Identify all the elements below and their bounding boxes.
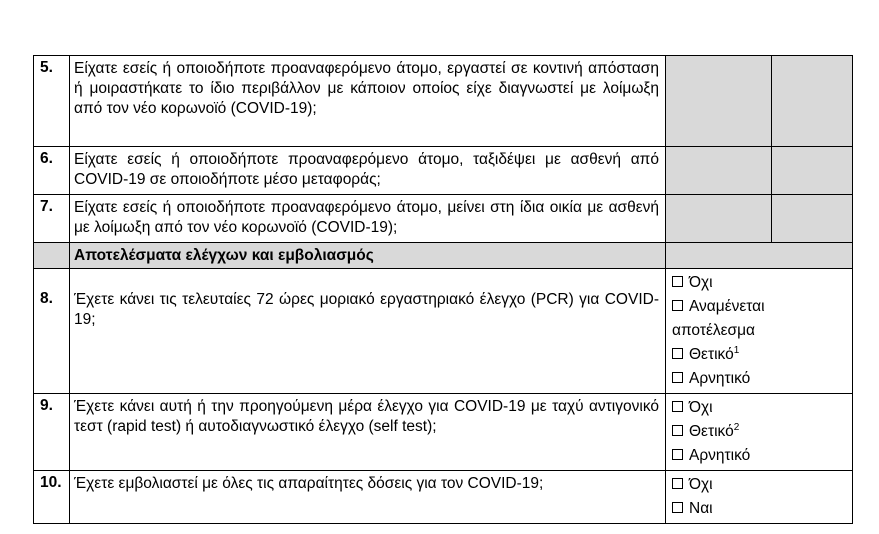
- answer-yes-cell[interactable]: [666, 56, 772, 147]
- footnote-mark: 1: [733, 344, 740, 356]
- answer-no-cell[interactable]: [772, 147, 853, 195]
- checkbox[interactable]: [672, 300, 683, 311]
- question-text: Είχατε εσείς ή οποιοδήποτε προαναφερόμενο άτομο, μείνει στη ίδια οικία με ασθενή με λοίμωξη από τον νέο κορωνοϊό (COVID-19);: [70, 195, 666, 243]
- checkbox[interactable]: [672, 502, 683, 513]
- answer-options: [666, 471, 853, 524]
- checkbox[interactable]: [672, 276, 683, 287]
- question-number: 7.: [34, 195, 70, 243]
- option-no[interactable]: Όχι: [672, 271, 848, 295]
- checkbox[interactable]: [672, 372, 683, 383]
- checkbox[interactable]: [672, 478, 683, 489]
- question-number: 8.: [34, 269, 70, 394]
- section-header-row: [34, 243, 853, 269]
- question-text: Είχατε εσείς ή οποιοδήποτε προαναφερόμενο άτομο, ταξιδέψει με ασθενή από COVID-19 σε οποιοδήποτε μέσο μεταφοράς;: [70, 147, 666, 195]
- question-number: 9.: [34, 394, 70, 471]
- answer-yes-cell[interactable]: [666, 195, 772, 243]
- question-text: Έχετε εμβολιαστεί με όλες τις απαραίτητες δόσεις για τον COVID-19;: [70, 471, 666, 524]
- option-negative[interactable]: Αρνητικό: [672, 444, 848, 468]
- question-row-10: [34, 471, 853, 524]
- option-pending[interactable]: Αναμένεται: [672, 295, 848, 319]
- footnote-mark: 2: [733, 421, 740, 433]
- question-number: 6.: [34, 147, 70, 195]
- option-positive[interactable]: Θετικό$^1$: [672, 343, 848, 367]
- section-number-cell: [34, 243, 70, 269]
- answer-no-cell[interactable]: [772, 195, 853, 243]
- question-row-6: [34, 147, 853, 195]
- question-row-7: [34, 195, 853, 243]
- checkbox[interactable]: [672, 401, 683, 412]
- question-text: Έχετε κάνει αυτή ή την προηγούμενη μέρα έλεγχο για COVID-19 με ταχύ αντιγονικό τεστ (rapid test) ή αυτοδιαγνωστικό έλεγχο (self test);: [70, 394, 666, 471]
- answer-no-cell[interactable]: [772, 56, 853, 147]
- checkbox[interactable]: [672, 425, 683, 436]
- answer-yes-cell[interactable]: [666, 147, 772, 195]
- option-no[interactable]: Όχι: [672, 396, 848, 420]
- option-pending-continued: αποτέλεσμα: [672, 322, 755, 339]
- covid-questionnaire-table: [33, 55, 853, 524]
- question-row-8: [34, 269, 853, 394]
- question-text: Έχετε κάνει τις τελευταίες 72 ώρες μοριακό εργαστηριακό έλεγχο (PCR) για COVID-19;: [70, 269, 666, 394]
- question-row-9: [34, 394, 853, 471]
- option-no[interactable]: Όχι: [672, 473, 848, 497]
- checkbox[interactable]: [672, 449, 683, 460]
- answer-options: [666, 394, 853, 471]
- option-negative[interactable]: Αρνητικό: [672, 367, 848, 391]
- question-text: Είχατε εσείς ή οποιοδήποτε προαναφερόμενο άτομο, εργαστεί σε κοντινή απόσταση ή μοιραστήκατε το ίδιο περιβάλλον με κάποιον οποίος είχε διαγνωστεί με λοίμωξη από τον νέο κορωνοϊό (COVID-19);: [70, 56, 666, 147]
- question-number: 5.: [34, 56, 70, 147]
- section-answer-cell: [666, 243, 853, 269]
- option-positive[interactable]: Θετικό$^2$: [672, 420, 848, 444]
- question-number: 10.: [34, 471, 70, 524]
- section-title: Αποτελέσματα ελέγχων και εμβολιασμός: [70, 243, 666, 269]
- checkbox[interactable]: [672, 348, 683, 359]
- option-yes[interactable]: Ναι: [672, 497, 848, 521]
- question-row-5: [34, 56, 853, 147]
- answer-options: [666, 269, 853, 394]
